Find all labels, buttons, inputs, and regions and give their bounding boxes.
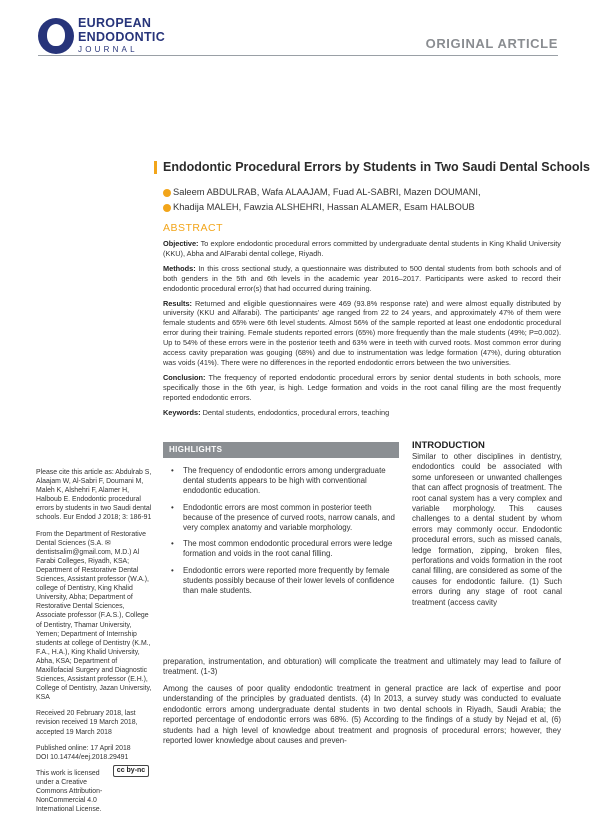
abstract-body bbox=[163, 239, 561, 423]
cc-license-badge: cc by-nc bbox=[113, 765, 149, 777]
intro-paragraph-1-column: Similar to other disciplines in dentistry, endodontics could be associated with some unforeseen or unwanted challenges that can affect prognosis of treatment. The root canal system has a very complex and variable morphology. This causes challenges to a dental student by whom errors may commonly occur. Endodontic procedural errors, such as missed canals, ledge formation, zipping, broken files, perforations and voids formation in the root canal filling, are considered as some of the causes for endodontic failure. (1) Such errors during any stage of root canal treatment (access cavity bbox=[412, 452, 563, 607]
published-date: Published online: 17 April 2018 bbox=[36, 744, 131, 752]
highlight-item: • The most common endodontic procedural errors were ledge formation and voids in the root canal filling. bbox=[183, 539, 399, 559]
highlight-item: • The frequency of endodontic errors among undergraduate dental students appears to be high with conventional endodontic education. bbox=[183, 466, 399, 497]
abstract-results: Results: Returned and eligible questionnaires were 469 (93.8% response rate) and were almost equally distributed by university (KKU and Alfarabi). The participants' age ranged from 22 to 24 years, and approximately 47% of them were female students and 65% were 6th level students. Almost 56% of the sample reported at least one endodontic procedural error during their training. Female students reported errors (65%) more frequently than the male students (49%; P=0.002). Up to 54% of these errors were in the posterior teeth and 63% were in teeth with curved roots. Most common error during access cavity preparation was gouging (68%) and due to instrumentation was ledge formation (47%), during obturation was voids (41%). There were no differences in the reported endodontic errors between the two universities. bbox=[163, 298, 561, 367]
abstract-heading: ABSTRACT bbox=[163, 222, 224, 234]
highlights-box bbox=[163, 442, 399, 596]
doi: DOI 10.14744/eej.2018.29491 bbox=[36, 753, 129, 761]
logo-line-3: JOURNAL bbox=[78, 45, 138, 54]
affiliations: From the Department of Restorative Dental Sciences (S.A. ✉ dentistsalim@gmail.com, M.D.) Al Farabi Colleges, Riyadh, KSA; Department of Restorative Dental Sciences, Assistant professor (W.A.), college of Dentistry, King Khalid University, Abha; Department of Restorative Dental Sciences, Associate professor (F.A.S.), College of Dentistry, Thamar University, Yemen; Department of Internship students at college of Dentistry (K.M., F.A., H.A.), King Khalid University, Abha, KSA; Department of Maxillofacial Surgery and Diagnostic Sciences, Assistant professor (E.H.), College of Dentistry, Jazan University, KSA bbox=[36, 530, 152, 702]
logo-line-1: EUROPEAN bbox=[78, 16, 152, 30]
authors-line-1: Saleem ABDULRAB, Wafa ALAAJAM, Fuad AL-SABRI, Mazen DOUMANI, bbox=[173, 187, 481, 197]
citation-note: Please cite this article as: Abdulrab S, Alaajam W, Al-Sabri F, Doumani M, Maleh K, Alshehri F, Alamer H, Halboub E. Endodontic procedural errors by students in two Saudi dental schools. Eur Endod J 2018; 3: 186-91 bbox=[36, 469, 152, 522]
highlights-list bbox=[163, 466, 399, 602]
abstract-methods: Methods: In this cross sectional study, a questionnaire was distributed to 500 dental students from both schools and of both genders in the 5th and 6th levels in the academic year 2016–2017. Participants were asked to record their endodontic procedural error(s) that had occurred during training. bbox=[163, 263, 562, 293]
article-title: Endodontic Procedural Errors by Students in Two Saudi Dental Schools bbox=[163, 160, 590, 174]
intro-heading: INTRODUCTION bbox=[412, 440, 485, 451]
license-text: This work is licensed under a Creative Commons Attribution-NonCommercial 4.0 International License. bbox=[36, 769, 103, 814]
intro-paragraph-1-continued: preparation, instrumentation, and obturation) will complicate the treatment and ultimately may lead to failure of treatment. (1-3) bbox=[163, 657, 561, 677]
abstract-conclusion: Conclusion: The frequency of reported endodontic procedural errors by senior dental students in both schools, more specifically those in the 6th year, is high. Ledge formation and voids in the root canal filling are the most frequently reported endodontic errors. bbox=[163, 372, 561, 402]
title-accent-bar bbox=[154, 161, 157, 174]
authors-line-2: Khadija MALEH, Fawzia ALSHEHRI, Hassan ALAMER, Esam HALBOUB bbox=[173, 202, 475, 212]
received-dates: Received 20 February 2018, last revision received 19 March 2018, accepted 19 March 2018 bbox=[36, 710, 138, 736]
logo-line-2: ENDODONTIC bbox=[78, 30, 166, 44]
orcid-icon bbox=[163, 189, 171, 197]
header-divider bbox=[38, 55, 558, 56]
abstract-keywords: Keywords: Dental students, endodontics, procedural errors, teaching bbox=[163, 407, 390, 417]
highlights-heading: HIGHLIGHTS bbox=[163, 442, 399, 458]
orcid-icon bbox=[163, 204, 171, 212]
highlight-item: • Endodontic errors were reported more frequently by female students possibly because of their lower levels of confidence than male students. bbox=[183, 566, 399, 597]
section-label: ORIGINAL ARTICLE bbox=[425, 36, 558, 51]
abstract-objective: Objective: To explore endodontic procedural errors committed by undergraduate dental students in King Khalid University (KKU), Abha and AlFarabi dental college, Riyadh. bbox=[163, 239, 561, 258]
highlight-item: • Endodontic errors are most common in posterior teeth because of the presence of curved roots, narrow canals, and very complex anatomy and variable morphology. bbox=[183, 503, 399, 534]
intro-paragraph-2: Among the causes of poor quality endodontic treatment in general practice are lack of expertise and poor understanding of the principles by graduated dentists. (4) In 2013, a survey study was conducted to evaluate endodontic errors among undergraduate dental students in two dental schools in Riyadh, Saudi Arabia; the reported percentage of endodontic errors was 68%. (5) According to the findings of a study by Nejad et al, (6) students had a high level of knowledge about treatment and prognosis of procedural errors; however, they reported lower knowledge about causes and preven- bbox=[163, 684, 561, 746]
journal-logo bbox=[38, 12, 168, 58]
journal-seal-icon bbox=[38, 18, 74, 54]
author-list bbox=[163, 185, 563, 215]
